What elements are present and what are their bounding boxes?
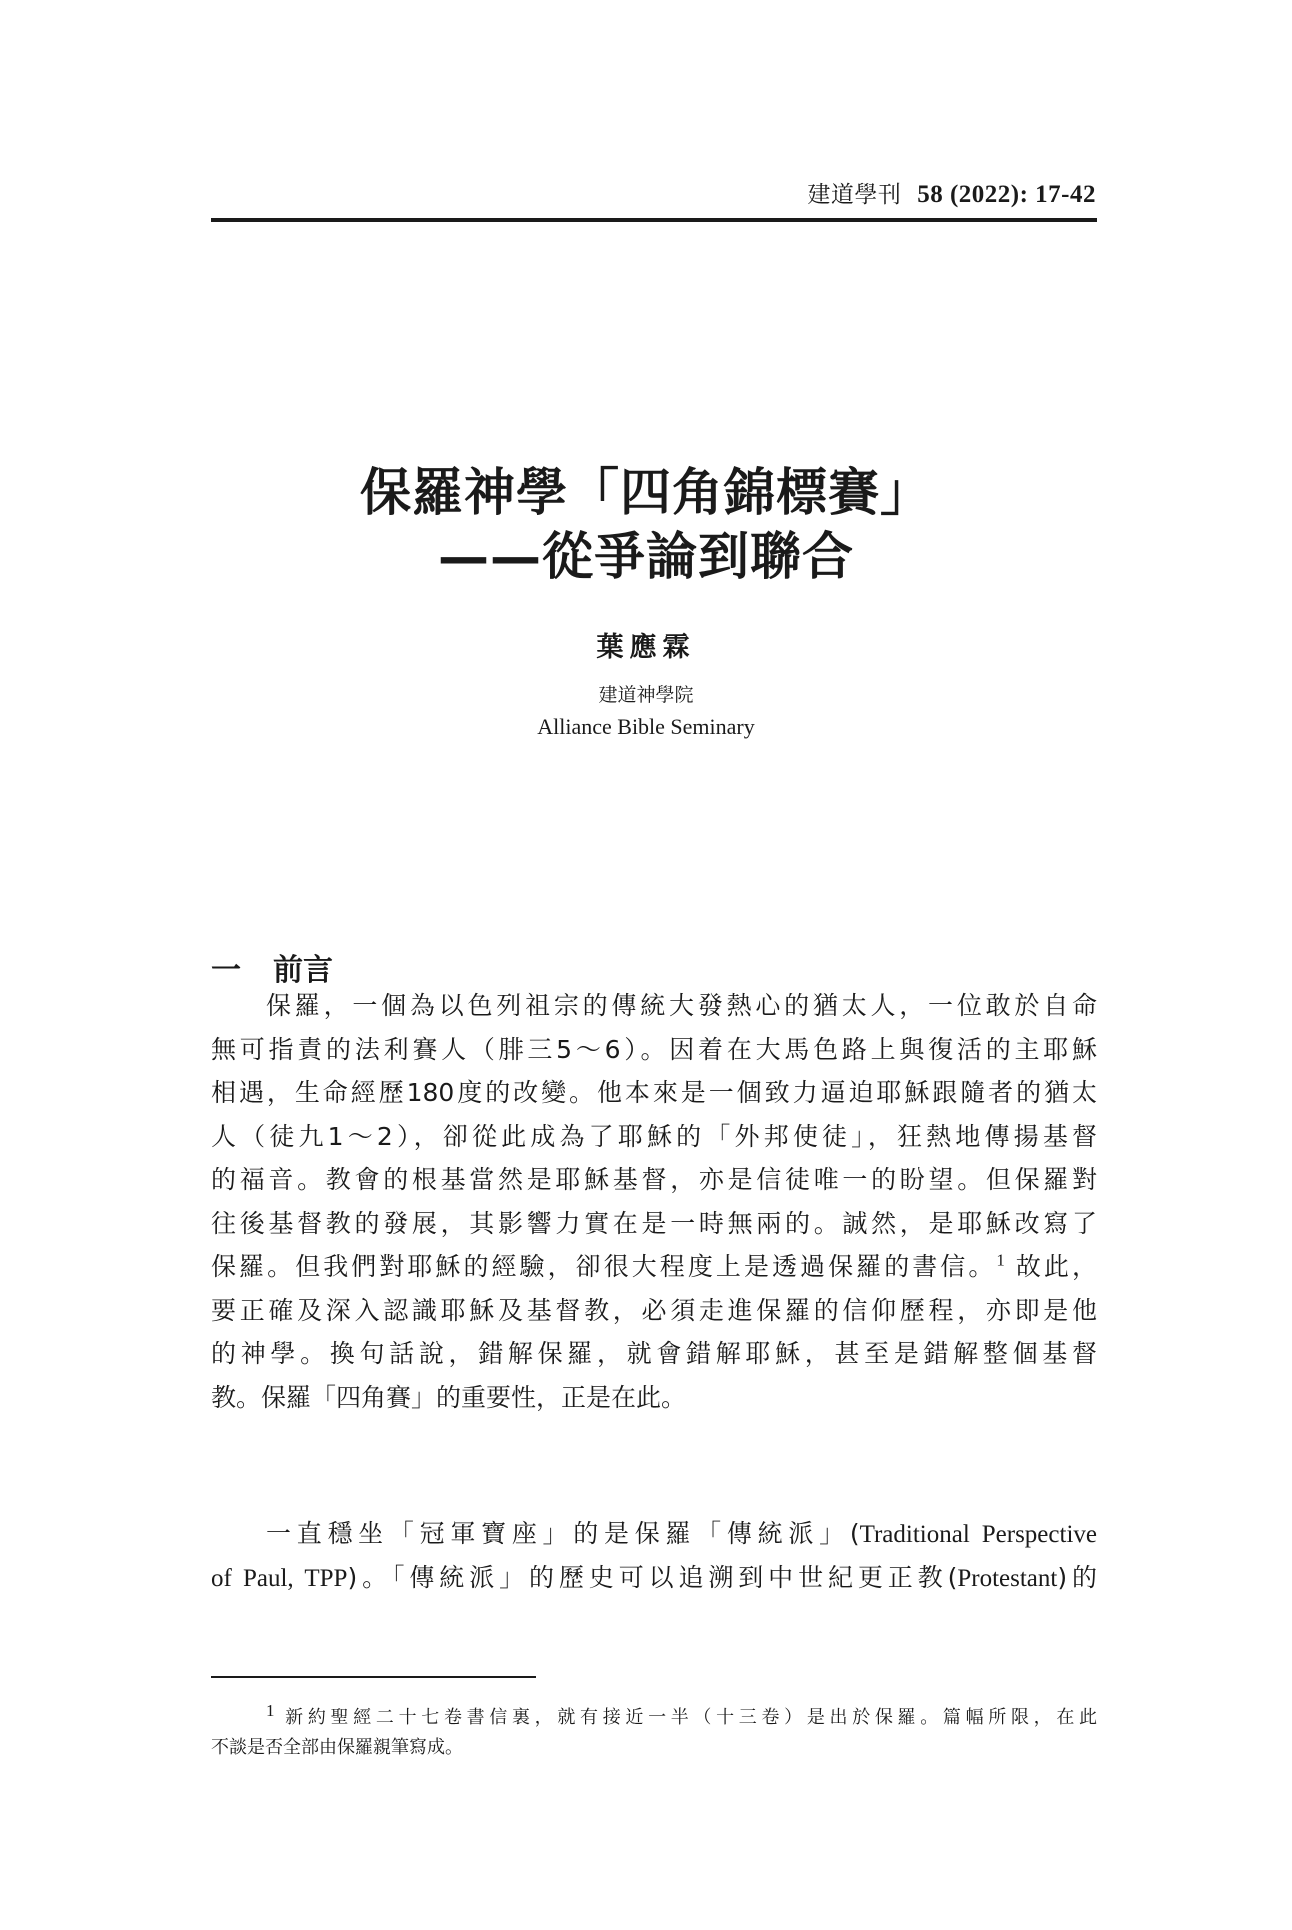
article-title bbox=[0, 462, 1292, 590]
text-line: 的神學。換句話說，錯解保羅，就會錯解耶穌，甚至是錯解整個基督 bbox=[211, 1339, 1097, 1368]
text-line: 往後基督教的發展，其影響力實在是一時無兩的。誠然，是耶穌改寫了 bbox=[211, 1208, 1097, 1238]
text-segment: )的 bbox=[1057, 1562, 1097, 1592]
text-line bbox=[211, 1556, 1097, 1600]
text-line: 要正確及深入認識耶穌及基督教，必須走進保羅的信仰歷程，亦即是他 bbox=[211, 1295, 1097, 1325]
text-segment-latin: of Paul, TPP bbox=[211, 1564, 348, 1592]
section-number: 一 bbox=[211, 953, 241, 988]
text-segment: )。「傳統派」的歷史可以追溯到中世紀更正教( bbox=[347, 1562, 958, 1592]
footnote-separator bbox=[211, 1676, 536, 1678]
footnote-number: 1 bbox=[266, 1701, 275, 1720]
text-line: 無可指責的法利賽人（腓三5～6）。因着在大馬色路上與復活的主耶穌 bbox=[211, 1034, 1097, 1064]
paragraph-traditional-perspective bbox=[211, 1512, 1097, 1599]
text-segment: 故此， bbox=[1004, 1252, 1097, 1281]
text-segment: 保羅。但我們對耶穌的經驗，卻很大程度上是透過保羅的書信。 bbox=[211, 1252, 997, 1281]
affiliation-english: Alliance Bible Seminary bbox=[537, 714, 755, 739]
issue-info: 58 (2022): 17-42 bbox=[917, 181, 1096, 208]
text-segment-latin: Protestant bbox=[957, 1564, 1058, 1592]
header-rule bbox=[211, 218, 1097, 222]
paragraph-intro bbox=[211, 984, 1097, 1419]
text-line bbox=[211, 1512, 1097, 1556]
text-line: 的福音。教會的根基當然是耶穌基督，亦是信徒唯一的盼望。但保羅對 bbox=[211, 1165, 1097, 1194]
text-line bbox=[211, 1245, 1097, 1289]
section-heading bbox=[211, 945, 333, 989]
text-segment: 一直穩坐「冠軍寶座」的是保羅「傳統派」( bbox=[266, 1519, 860, 1548]
running-head bbox=[807, 176, 1096, 209]
journal-name: 建道學刊 bbox=[807, 182, 902, 208]
title-line-1: 保羅神學「四角錦標賽」 bbox=[359, 464, 932, 523]
footnote-text: 新約聖經二十七卷書信裏，就有接近一半（十三卷）是出於保羅。篇幅所限，在此 bbox=[280, 1707, 1097, 1728]
text-line: 相遇，生命經歷180度的改變。他本來是一個致力逼迫耶穌跟隨者的猶太 bbox=[211, 1078, 1097, 1107]
text-line: 教。保羅「四角賽」的重要性，正是在此。 bbox=[211, 1382, 687, 1412]
footnote bbox=[211, 1703, 1097, 1763]
text-line: 人（徒九1～2），卻從此成為了耶穌的「外邦使徒」，狂熱地傳揚基督 bbox=[211, 1121, 1097, 1151]
footnote-line bbox=[211, 1703, 1097, 1733]
affiliation-chinese: 建道神學院 bbox=[598, 684, 694, 706]
text-segment-latin: Traditional Perspective bbox=[859, 1521, 1097, 1548]
author-name: 葉應霖 bbox=[596, 632, 696, 663]
text-line: 保羅，一個為以色列祖宗的傳統大發熱心的猶太人，一位敢於自命 bbox=[266, 991, 1097, 1020]
section-title: 前言 bbox=[273, 953, 333, 988]
title-line-2: ——從爭論到聯合 bbox=[437, 528, 854, 587]
footnote-reference[interactable]: 1 bbox=[996, 1250, 1005, 1270]
footnote-line: 不談是否全部由保羅親筆寫成。 bbox=[211, 1737, 463, 1758]
